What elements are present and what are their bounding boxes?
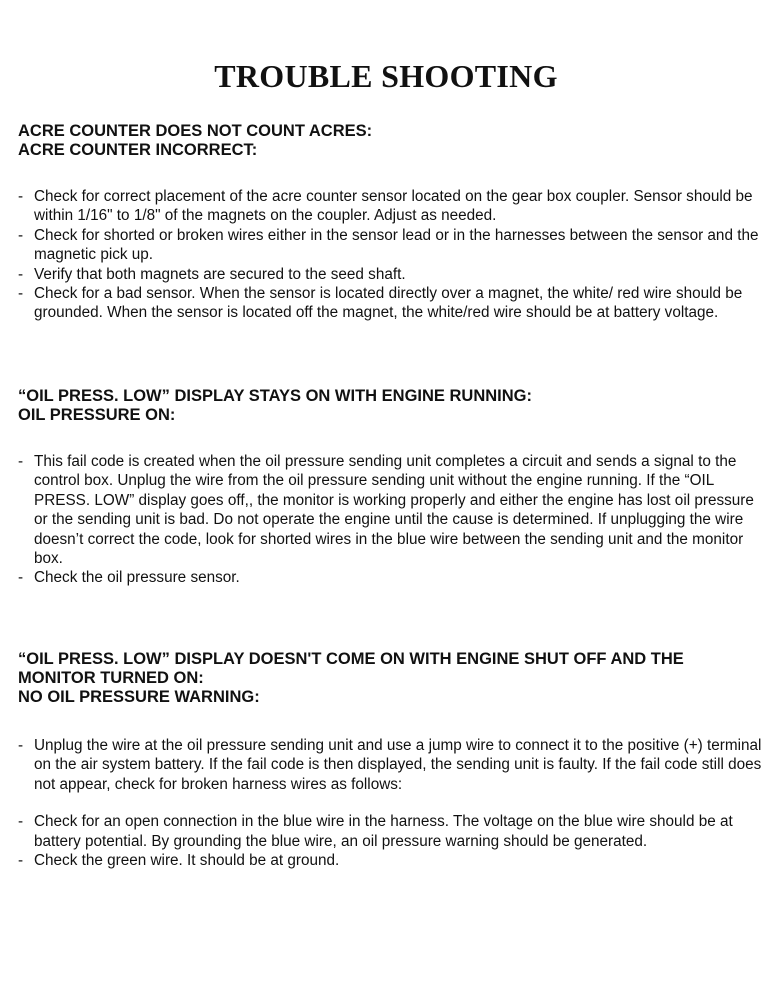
- section-heading: [18, 650, 763, 707]
- heading-line: NO OIL PRESSURE WARNING:: [18, 688, 260, 706]
- heading-line: OIL PRESSURE ON:: [18, 406, 176, 424]
- list-item: - Verify that both magnets are secured to the seed shaft.: [18, 265, 406, 283]
- section-oil-press-stays-on: [18, 387, 763, 588]
- bullet-list: [18, 812, 763, 870]
- heading-line: “OIL PRESS. LOW” DISPLAY STAYS ON WITH ENGINE RUNNING:: [18, 387, 533, 405]
- list-item: - Check for correct placement of the acre counter sensor located on the gear box coupler. Sensor should be within 1/16" to 1/8" of the magnets on the coupler. Adjust as needed.: [18, 188, 753, 225]
- list-item: - Check the oil pressure sensor.: [18, 569, 240, 587]
- bullet-list: [18, 736, 763, 794]
- section-acre-counter: [18, 122, 763, 323]
- list-item: - This fail code is created when the oil pressure sending unit completes a circuit and sends a signal to the control box. Unplug the wire from the oil pressure sending unit without the engine running. If the “OIL PRESS. LOW” display goes off,, the monitor is working properly and either the engine has lost oil pressure or the sending unit is bad. Do not operate the engine until the cause is determined. If unplugging the wire doesn’t correct the code, look for shorted wires in the blue wire between the sending unit and the monitor box.: [18, 453, 754, 568]
- section-heading: [18, 122, 763, 160]
- bullet-list: [18, 452, 763, 588]
- list-item-text: Check the oil pressure sensor.: [34, 569, 240, 587]
- list-item-text: Check for correct placement of the acre counter sensor located on the gear box coupler. Sensor should be within 1/16" to 1/8" of the magnets on the coupler. Adjust as needed.: [34, 188, 753, 225]
- heading-line: ACRE COUNTER INCORRECT:: [18, 141, 258, 159]
- list-item-text: Check for a bad sensor. When the sensor is located directly over a magnet, the white/ red wire should be grounded. When the sensor is located off the magnet, the white/red wire should be at battery voltage.: [34, 285, 743, 322]
- bullet-list: [18, 187, 763, 323]
- list-item-text: Check for shorted or broken wires either in the sensor lead or in the harnesses between the sensor and the magnetic pick up.: [34, 226, 759, 264]
- page-title: TROUBLE SHOOTING: [214, 58, 558, 94]
- section-oil-press-doesnt-come-on: [18, 650, 763, 870]
- list-item-text: Check for an open connection in the blue wire in the harness. The voltage on the blue wire should be at battery potential. By grounding the blue wire, an oil pressure warning should be generated.: [34, 813, 733, 850]
- list-item: - Check the green wire. It should be at ground.: [18, 852, 340, 870]
- list-item: - Unplug the wire at the oil pressure sending unit and use a jump wire to connect it to the positive (+) terminal on the air system battery. If the fail code is then displayed, the sending unit is faulty. If the fail code still does not appear, check for broken harness wires as follows:: [18, 737, 762, 793]
- heading-line: ACRE COUNTER DOES NOT COUNT ACRES:: [18, 122, 373, 140]
- list-item-text: This fail code is created when the oil pressure sending unit completes a circuit and sends a signal to the control box. Unplug the wire from the oil pressure sending unit without the engine running. If the “OIL PRESS. LOW” display goes off,, the monitor is working properly and either the engine has lost oil pressure or the sending unit is bad. Do not operate the engine until the cause is determined. If unplugging the wire doesn’t correct the code, look for shorted wires in the blue wire between the sending unit and the monitor box.: [34, 453, 754, 568]
- list-item: - Check for an open connection in the blue wire in the harness. The voltage on the blue wire should be at battery potential. By grounding the blue wire, an oil pressure warning should be generated.: [18, 813, 733, 850]
- list-item-text: Unplug the wire at the oil pressure sending unit and use a jump wire to connect it to the positive (+) terminal on the air system battery. If the fail code is then displayed, the sending unit is faulty. If the fail code still does not appear, check for broken harness wires as follows:: [34, 737, 762, 793]
- list-item-text: Verify that both magnets are secured to the seed shaft.: [34, 265, 406, 283]
- heading-line: “OIL PRESS. LOW” DISPLAY DOESN'T COME ON WITH ENGINE SHUT OFF AND THE MONITOR TURNED ON:: [18, 650, 684, 687]
- list-item: - Check for a bad sensor. When the sensor is located directly over a magnet, the white/ red wire should be grounded. When the sensor is located off the magnet, the white/red wire should be at battery voltage.: [18, 285, 743, 322]
- list-item-text: Check the green wire. It should be at ground.: [34, 852, 340, 870]
- section-heading: [18, 387, 763, 425]
- list-item: - Check for shorted or broken wires either in the sensor lead or in the harnesses between the sensor and the magnetic pick up.: [18, 226, 759, 264]
